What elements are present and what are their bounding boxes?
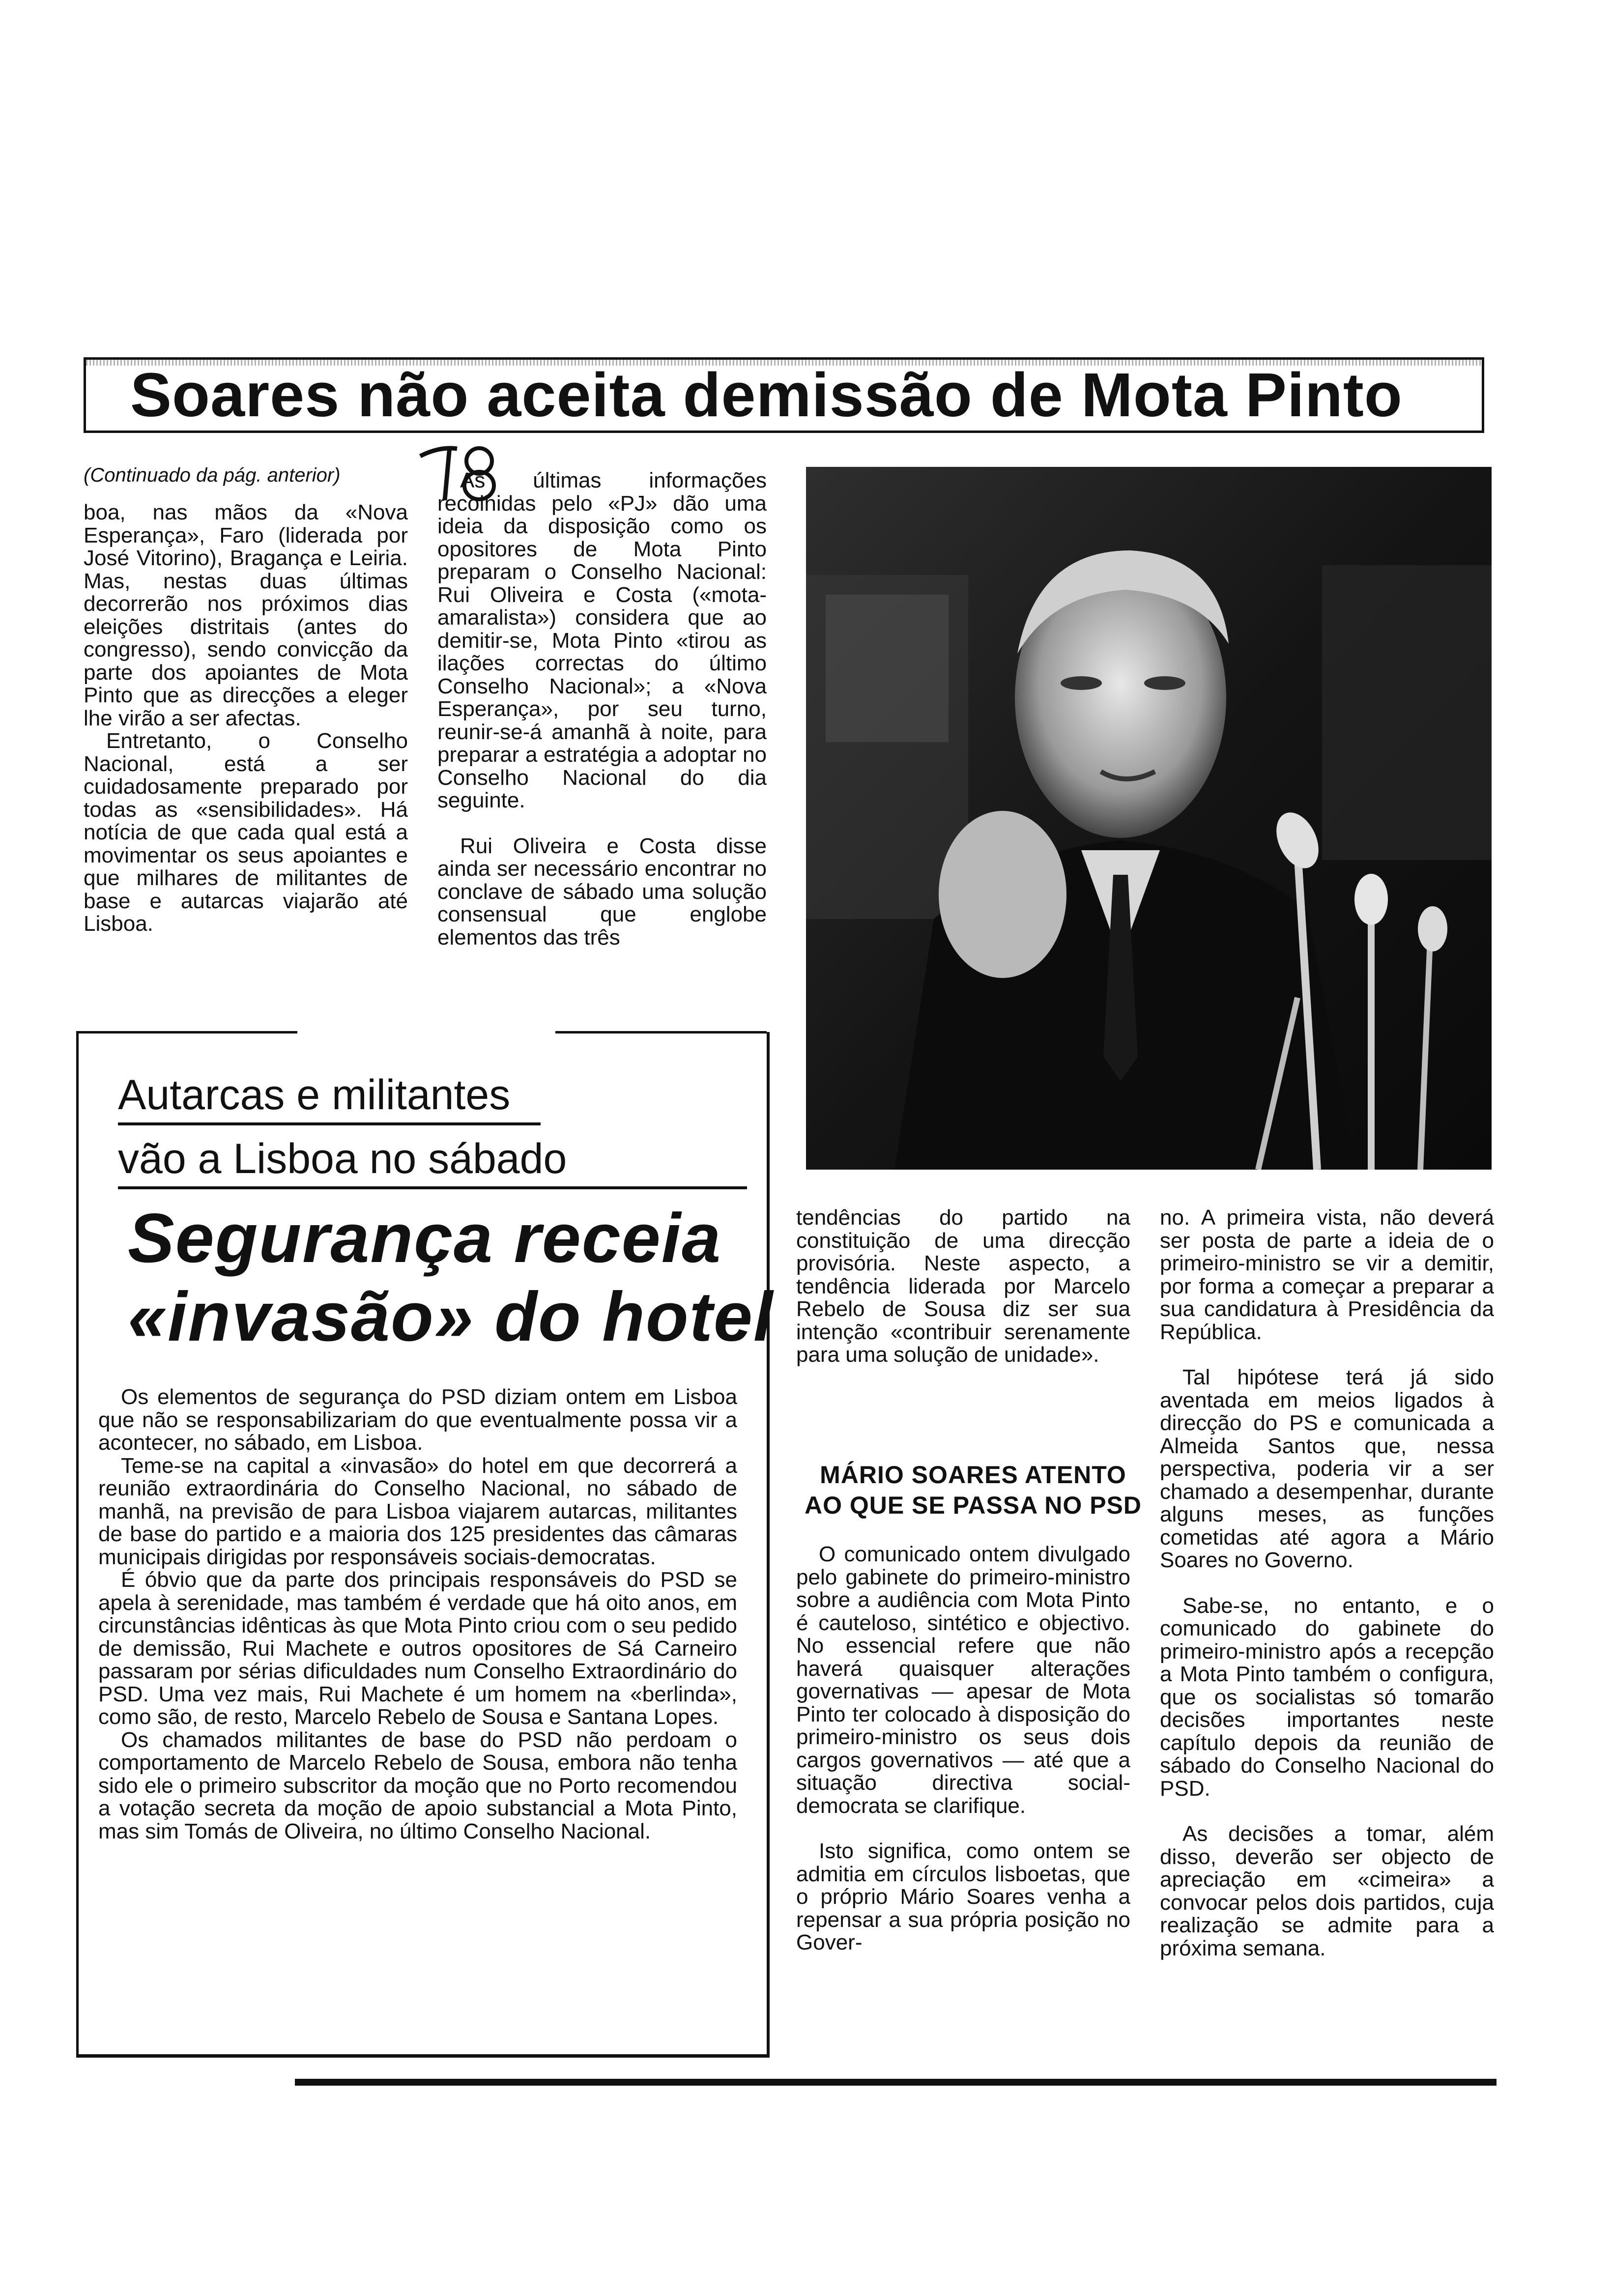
col3-paragraph: Isto significa, como ontem se admitia em círculos lisboetas, que o próprio Mário Soares venha a repensar a sua própria posição no Gover-	[796, 1839, 1130, 1954]
col4-paragraph: no. A primeira vista, não deverá ser posta de parte a ideia de o primeiro-ministro se vir a demitir, por forma a começar a preparar a sua candidatura à Presidência da República.	[1160, 1205, 1494, 1344]
kicker-rule	[118, 1122, 541, 1125]
col4-paragraph: Sabe-se, no entanto, e o comunicado do gabinete do primeiro-ministro após a recepção a Mota Pinto também o configura, que os socialistas só tomarão decisões importantes neste capítulo depois da reunião de sábado do Conselho Nacional do PSD.	[1160, 1593, 1494, 1801]
kicker-block	[118, 1071, 747, 1189]
box-body	[98, 1386, 737, 1843]
main-headline: Soares não aceita demissão de Mota Pinto	[130, 360, 1403, 430]
bottom-rule	[295, 2079, 1497, 2086]
photo-illustration	[806, 467, 1492, 1170]
column-3-bottom	[796, 1543, 1130, 1954]
column-2	[437, 469, 767, 949]
subhead-line-2: AO QUE SE PASSA NO PSD	[804, 1492, 1142, 1519]
box-paragraph: Os chamados militantes de base do PSD não perdoam o comportamento de Marcelo Rebelo de Sousa, embora não tenha sido ele o primeiro subscritor da moção que no Porto recomendou a votação secreta da moção de apoio substancial a Mota Pinto, mas sim Tomás de Oliveira, no último Conselho Nacional.	[98, 1727, 737, 1843]
continued-note: (Continuado da pág. anterior)	[84, 464, 341, 486]
col3-paragraph: tendências do partido na constituição de uma direcção provisória. Neste aspecto, a tendência liderada por Marcelo Rebelo de Sousa diz ser sua intenção «contribuir serenamente para uma solução de unidade».	[796, 1205, 1130, 1367]
subhead-line-1: MÁRIO SOARES ATENTO	[820, 1461, 1126, 1489]
kicker-line-2: vão a Lisboa no sábado	[118, 1135, 567, 1182]
headline-banner	[84, 357, 1484, 433]
kicker-line-1: Autarcas e militantes	[118, 1071, 511, 1119]
col4-paragraph: As decisões a tomar, além disso, deverão ser objecto de apreciação em «cimeira» a convocar pelos dois partidos, cuja realização se admite para a próxima semana.	[1160, 1822, 1494, 1960]
col2-paragraph: As últimas informações recolhidas pelo «PJ» dão uma ideia da disposição como os opositores de Mota Pinto preparam o Conselho Nacional: Rui Oliveira e Costa («mota-amaralista») considera que ao demitir-se, Mota Pinto «tirou as ilações correctas do último Conselho Nacional»; a «Nova Esperança», por seu turno, reunir-se-á amanhã à noite, para preparar a estratégia a adoptar no Conselho Nacional do dia seguinte.	[437, 468, 767, 812]
box-paragraph: Os elementos de segurança do PSD diziam ontem em Lisboa que não se responsabilizariam do que eventualmente possa vir a acontecer, no sábado, em Lisboa.	[98, 1385, 737, 1455]
box-headline	[123, 1199, 774, 1356]
col1-paragraph: boa, nas mãos da «Nova Esperança», Faro (liderada por José Vitorino), Bragança e Leiria. Mas, nestas duas últimas decorrerão nos próximos dias eleições distritais (antes do congresso), sendo convicção da parte dos apoiantes de Mota Pinto que as direcções a eleger lhe virão a ser afectas.	[84, 500, 408, 730]
col1-paragraph: Entretanto, o Conselho Nacional, está a ser cuidadosamente preparado por todas as «sensibilidades». Há notícia de que cada qual está a movimentar os seus apoiantes e que milhares de militantes de base e autarcas viajarão até Lisboa.	[84, 729, 408, 936]
kicker-rule	[118, 1186, 747, 1189]
box-headline-line-1: Segurança receia	[128, 1199, 722, 1277]
section-subhead	[796, 1460, 1150, 1521]
column-1	[84, 501, 408, 936]
box-headline-line-2: «invasão» do hotel	[128, 1278, 774, 1356]
photo-mota-pinto	[806, 467, 1492, 1170]
column-4	[1160, 1206, 1494, 1960]
box-paragraph: É óbvio que da parte dos principais responsáveis do PSD se apela à serenidade, mas também é verdade que há oito anos, em circunstâncias idênticas às que Mota Pinto criou com o seu pedido de demissão, Rui Machete e outros opositores de Sá Carneiro passaram por sérias dificuldades num Conselho Extraordinário do PSD. Uma vez mais, Rui Machete é um homem na «berlinda», como são, de resto, Marcelo Rebelo de Sousa e Santana Lopes.	[98, 1568, 737, 1729]
column-3-top	[796, 1206, 1130, 1367]
box-paragraph: Teme-se na capital a «invasão» do hotel em que decorrerá a reunião extraordinária do Conselho Nacional, no sábado de manhã, na previsão de para Lisboa viajarem autarcas, militantes de base do partido e a maioria dos 125 presidentes das câmaras municipais dirigidas por responsáveis sociais-democratas.	[98, 1453, 737, 1569]
col3-paragraph: O comunicado ontem divulgado pelo gabinete do primeiro-ministro sobre a audiência com Mota Pinto é cauteloso, sintético e objectivo. No essencial refere que não haverá quaisquer alterações governativas — apesar de Mota Pinto ter colocado à disposição do primeiro-ministro os seus dois cargos governativos — até que a situação directiva social-democrata se clarifique.	[796, 1542, 1130, 1818]
col4-paragraph: Tal hipótese terá já sido aventada em meios ligados à direcção do PS e comunicada a Almeida Santos que, nessa perspectiva, poderia vir a ser chamado a desempenhar, durante alguns meses, as funções cometidas até agora a Mário Soares no Governo.	[1160, 1365, 1494, 1572]
col2-paragraph: Rui Oliveira e Costa disse ainda ser necessário encontrar no conclave de sábado uma solução consensual que englobe elementos das três	[437, 833, 767, 949]
